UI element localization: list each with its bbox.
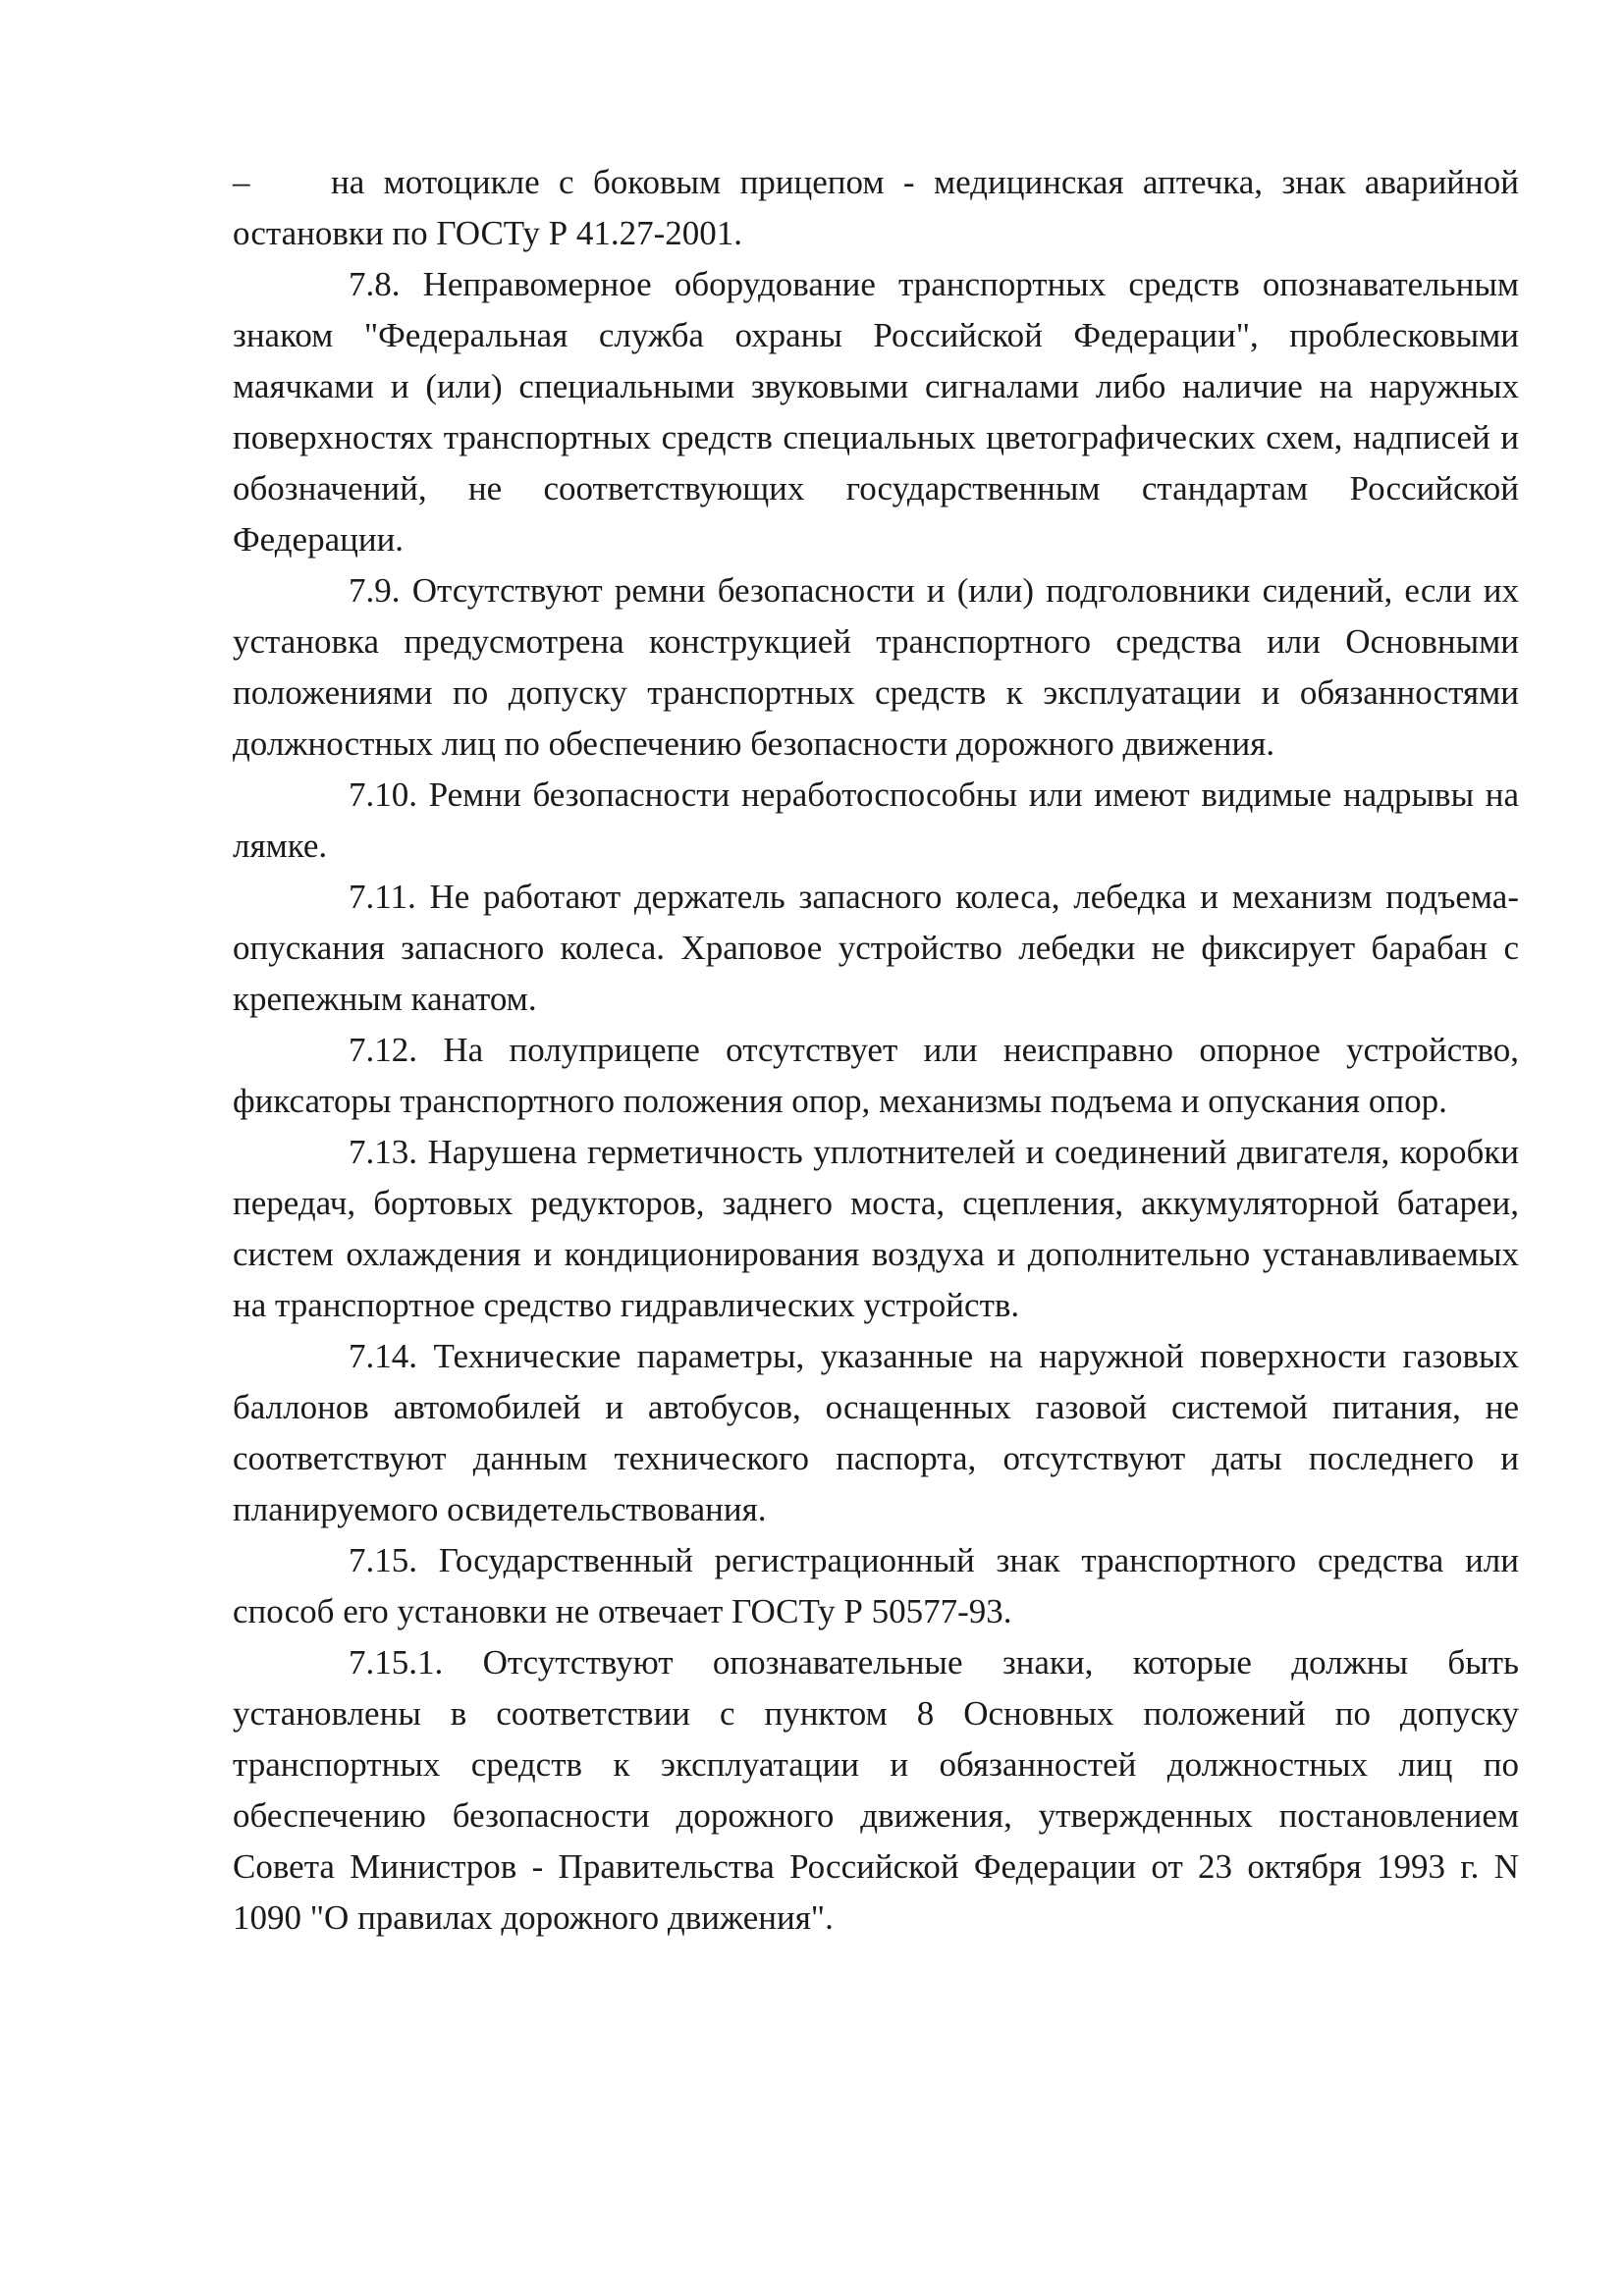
paragraph-7-8: 7.8. Неправомерное оборудование транспортных средств опознавательным знаком "Федеральная служба охраны Российской Федерации", проблесковыми маячками и (или) специальными звуковыми сигналами либо наличие на наружных поверхностях транспортных средств специальных цветографических схем, надписей и обозначений, не соответствующих государственным стандартам Российской Федерации. <box>233 265 1519 559</box>
paragraph-7-10: 7.10. Ремни безопасности неработоспособны или имеют видимые надрывы на лямке. <box>233 775 1519 865</box>
paragraph-7-15: 7.15. Государственный регистрационный знак транспортного средства или способ его установки не отвечает ГОСТу Р 50577-93. <box>233 1541 1519 1630</box>
paragraph-7-15-1: 7.15.1. Отсутствуют опознавательные знаки, которые должны быть установлены в соответствии с пунктом 8 Основных положений по допуску транспортных средств к эксплуатации и обязанностей должностных лиц по обеспечению безопасности дорожного движения, утвержденных постановлением Совета Министров - Правительства Российской Федерации от 23 октября 1993 г. N 1090 "О правилах дорожного движения". <box>233 1643 1519 1937</box>
paragraph-7-9: 7.9. Отсутствуют ремни безопасности и (или) подголовники сидений, если их установка предусмотрена конструкцией транспортного средства или Основными положениями по допуску транспортных средств к эксплуатации и обязанностями должностных лиц по обеспечению безопасности дорожного движения. <box>233 571 1519 763</box>
paragraph-7-11: 7.11. Не работают держатель запасного колеса, лебедка и механизм подъема-опускания запасного колеса. Храповое устройство лебедки не фиксирует барабан с крепежным канатом. <box>233 878 1519 1018</box>
paragraph-7-12: 7.12. На полуприцепе отсутствует или неисправно опорное устройство, фиксаторы транспортного положения опор, механизмы подъема и опускания опор. <box>233 1031 1519 1120</box>
document-body <box>233 157 1519 1944</box>
paragraph-7-14: 7.14. Технические параметры, указанные на наружной поверхности газовых баллонов автомобилей и автобусов, оснащенных газовой системой питания, не соответствуют данным технического паспорта, отсутствуют даты последнего и планируемого освидетельствования. <box>233 1337 1519 1528</box>
dash-bullet: – <box>233 163 250 201</box>
paragraph-item-dash <box>233 157 1519 259</box>
paragraph-7-13: 7.13. Нарушена герметичность уплотнителей и соединений двигателя, коробки передач, бортовых редукторов, заднего моста, сцепления, аккумуляторной батареи, систем охлаждения и кондиционирования воздуха и дополнительно устанавливаемых на транспортное средство гидравлических устройств. <box>233 1133 1519 1324</box>
paragraph-text: на мотоцикле с боковым прицепом - медицинская аптечка, знак аварийной остановки по ГОСТу Р 41.27-2001. <box>233 163 1519 252</box>
